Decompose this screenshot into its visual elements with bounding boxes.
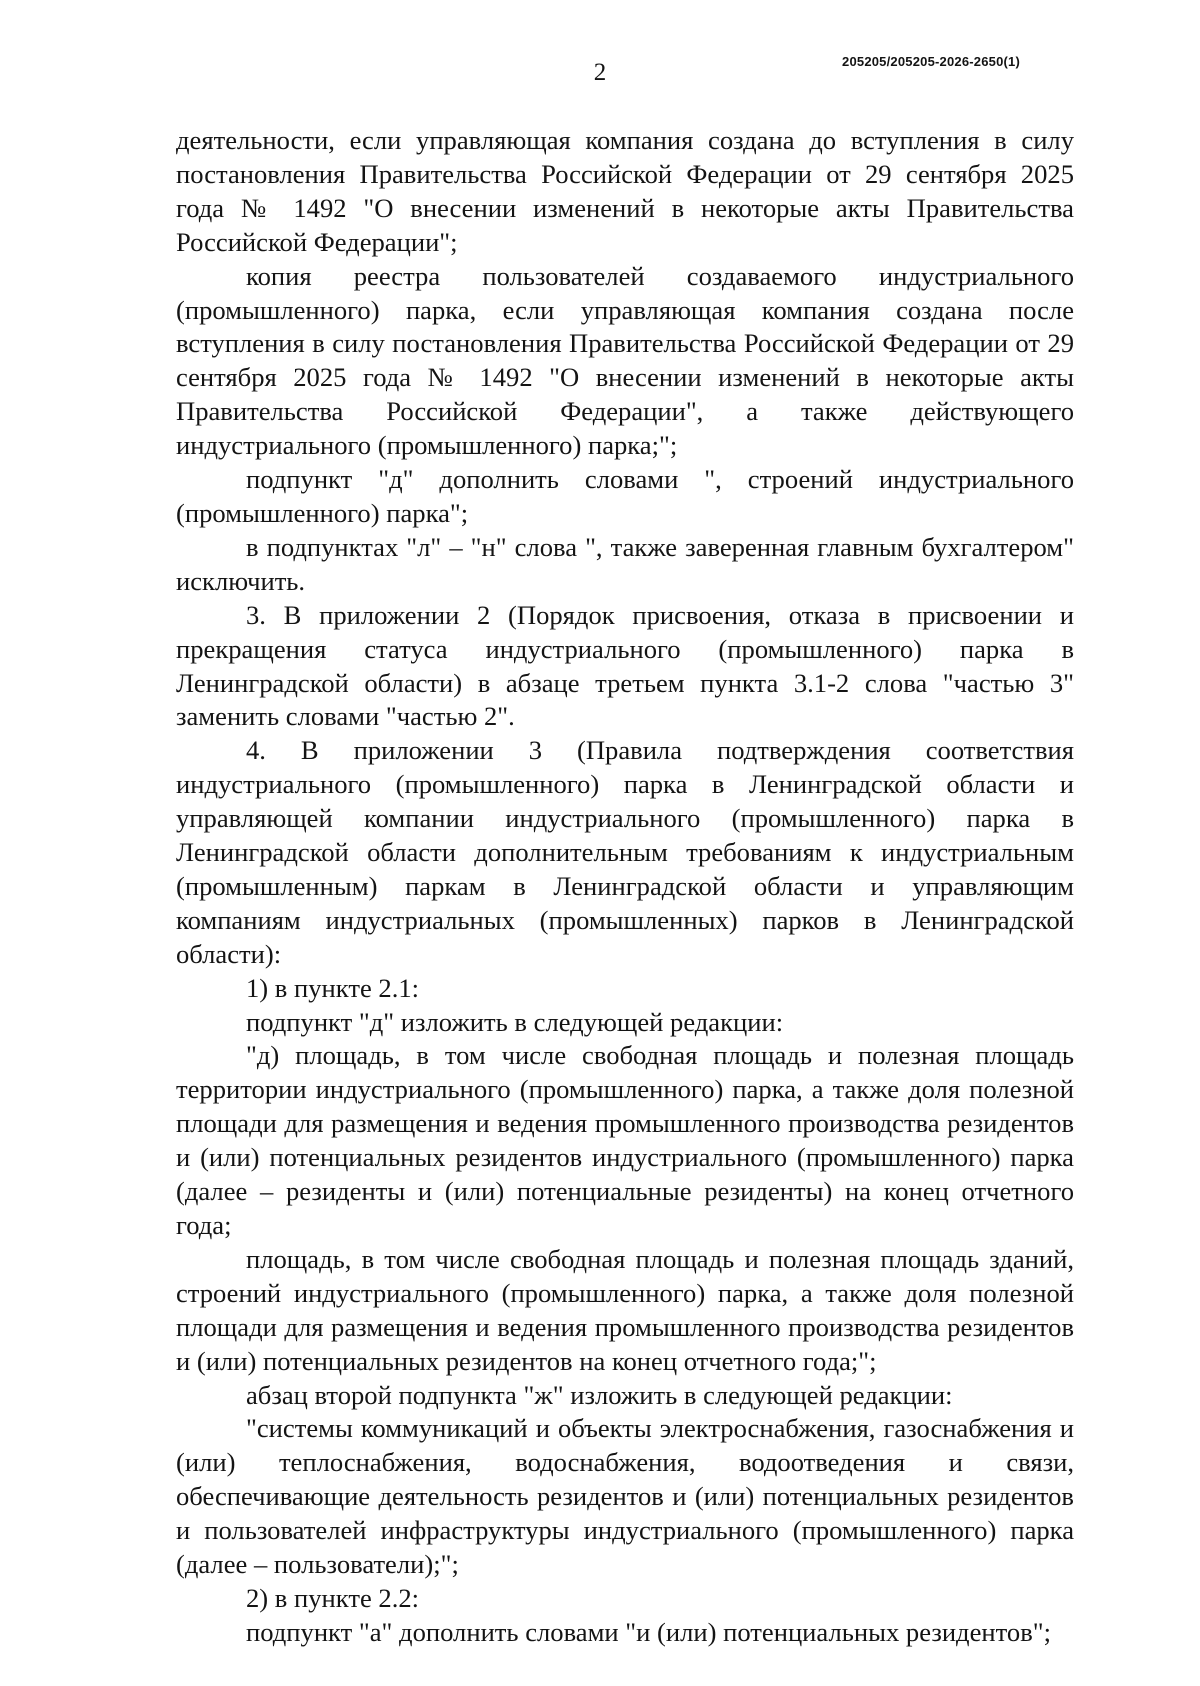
paragraph: подпункт "д" дополнить словами ", строений индустриального (промышленного) парка"; (176, 464, 1074, 528)
paragraph: в подпунктах "л" – "н" слова ", также заверенная главным бухгалтером" исключить. (176, 531, 1074, 596)
paragraph: 1) в пункте 2.1: (246, 972, 420, 1003)
document-body (176, 124, 1074, 1650)
paragraph: 3. В приложении 2 (Порядок присвоения, отказа в присвоении и прекращения статуса индустриального (промышленного) парка в Ленинградской области) в абзаце третьем пункта 3.1-2 слова "частью 3" заменить словами "частью 2". (176, 599, 1074, 732)
paragraph: площадь, в том числе свободная площадь и полезная площадь зданий, строений индустриального (промышленного) парка, а также доля полезной площади для размещения и ведения промышленного производства резидентов и (или) потенциальных резидентов на конец отчетного года;"; (176, 1243, 1074, 1376)
paragraph: подпункт "д" изложить в следующей редакции: (246, 1006, 784, 1037)
document-registration-code: 205205/205205-2026-2650(1) (842, 54, 1020, 69)
paragraph: подпункт "а" дополнить словами "и (или) потенциальных резидентов"; (246, 1616, 1051, 1647)
paragraph: 2) в пункте 2.2: (246, 1582, 420, 1613)
paragraph: копия реестра пользователей создаваемого индустриального (промышленного) парка, если управляющая компания создана после вступления в силу постановления Правительства Российской Федерации от 29 сентября 2025 года № 1492 "О внесении изменений в некоторые акты Правительства Российской Федерации", а также действующего индустриального (промышленного) парка;"; (176, 260, 1074, 461)
page-number: 2 (593, 59, 607, 86)
paragraph: деятельности, если управляющая компания создана до вступления в силу постановления Правительства Российской Федерации от 29 сентября 2025 года № 1492 "О внесении изменений в некоторые акты Правительства Российской Федерации"; (176, 125, 1074, 257)
paragraph: "д) площадь, в том числе свободная площадь и полезная площадь территории индустриального (промышленного) парка, а также доля полезной площади для размещения и ведения промышленного производства резидентов и (или) потенциальных резидентов индустриального (промышленного) парка (далее – резиденты и (или) потенциальные резиденты) на конец отчетного года; (176, 1040, 1074, 1240)
paragraph: "системы коммуникаций и объекты электроснабжения, газоснабжения и (или) теплоснабжения, водоснабжения, водоотведения и связи, обеспечивающие деятельность резидентов и (или) потенциальных резидентов и пользователей инфраструктуры индустриального (промышленного) парка (далее – пользователи);"; (176, 1413, 1074, 1580)
paragraph: 4. В приложении 3 (Правила подтверждения соответствия индустриального (промышленного) парка в Ленинградской области и управляющей компании индустриального (промышленного) парка в Ленинградской области дополнительным требованиям к индустриальным (промышленным) паркам в Ленинградской области и управляющим компаниям индустриальных (промышленных) парков в Ленинградской области): (176, 735, 1074, 969)
paragraph: абзац второй подпункта "ж" изложить в следующей редакции: (246, 1379, 953, 1410)
